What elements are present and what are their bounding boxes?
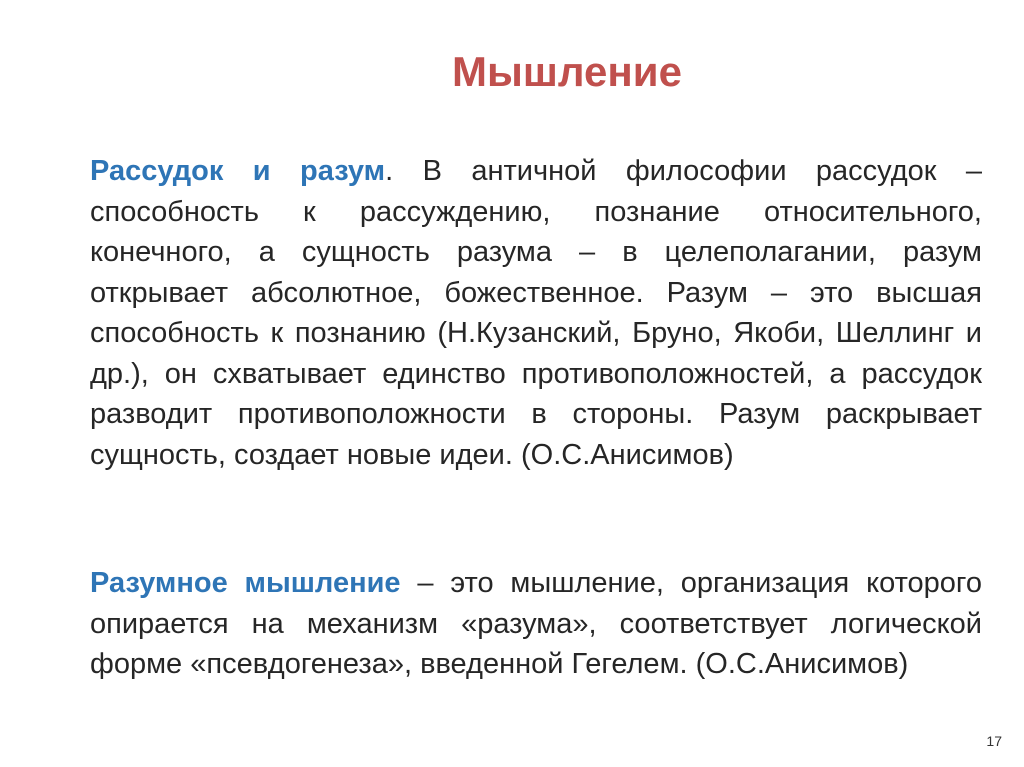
paragraph-reason-and-mind <box>90 151 982 475</box>
paragraph-body-text: – это мышление, организация которого опирается на механизм «разума», соответствует логической форме «псевдогенеза», введенной Гегелем. (О.С.Анисимов) <box>90 567 982 680</box>
paragraph-lead-term: Рассудок и разум <box>90 155 386 187</box>
slide-number: 17 <box>986 733 1002 749</box>
slide-title: Мышление <box>452 48 682 95</box>
paragraph-body-text: В античной философии рассудок – способность к рассуждению, познание относительного, конечного, а сущность разума – в целеполагании, разум открывает абсолютное, божественное. Разум – это высшая способность к познанию (Н.Кузанский, Бруно, Якоби, Шеллинг и др.), он схватывает единство противоположностей, а рассудок разводит противоположности в стороны. Разум раскрывает сущность, создает новые идеи. (О.С.Анисимов) <box>90 155 983 471</box>
paragraph-reasonable-thinking <box>90 563 982 685</box>
paragraph-lead-punct: . <box>385 155 394 187</box>
paragraph-lead-term: Разумное мышление <box>90 567 401 599</box>
